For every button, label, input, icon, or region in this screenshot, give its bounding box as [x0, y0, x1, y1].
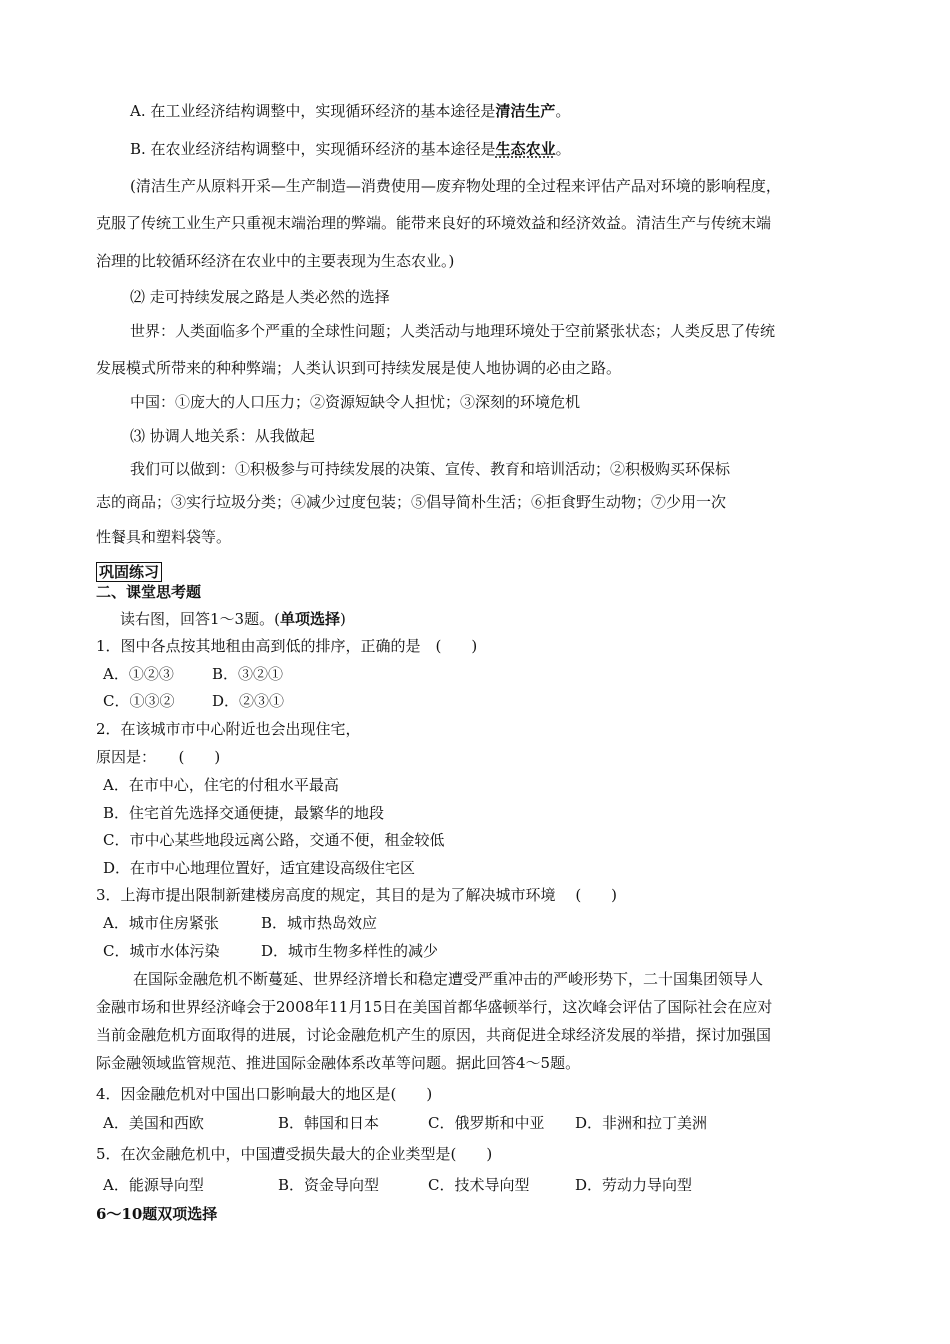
intro-line-b	[130, 140, 571, 158]
passage-line-3: 当前金融危机方面取得的进展，讨论金融危机产生的原因，共商促进全球经济发展的举措，探讨加强国	[96, 1026, 772, 1044]
q5-option-b: B．资金导向型	[278, 1176, 380, 1194]
question-3: 3．上海市提出限制新建楼房高度的规定，其目的是为了解决城市环境 ( )	[96, 886, 618, 904]
q4-option-a: A．美国和西欧	[103, 1114, 204, 1132]
q5-option-a: A．能源导向型	[103, 1176, 204, 1194]
q2-option-d: D．在市中心地理位置好，适宜建设高级住宅区	[103, 859, 416, 877]
instruction-text: 读右图，回答1～3题。(	[120, 610, 280, 628]
intro-line-b-key: 生态农业	[495, 140, 556, 158]
intro-line-a	[130, 102, 570, 120]
passage-line-4: 际金融领域监管规范、推进国际金融体系改革等问题。据此回答4～5题。	[96, 1054, 581, 1072]
question-1: 1．图中各点按其地租由高到低的排序，正确的是 ( )	[96, 637, 478, 655]
q5-option-c: C．技术导向型	[428, 1176, 530, 1194]
heading-2: ⑵ 走可持续发展之路是人类必然的选择	[130, 288, 390, 306]
intro-line-b-end: 。	[555, 140, 571, 158]
question-2-cont: 原因是： ( )	[96, 748, 221, 766]
q3-option-c: C．城市水体污染	[103, 942, 220, 960]
we-line-2: 志的商品；③实行垃圾分类；④减少过度包装；⑤倡导简朴生活；⑥拒食野生动物；⑦少用一次	[96, 493, 727, 511]
q4-option-b: B．韩国和日本	[278, 1114, 380, 1132]
q3-option-a: A．城市住房紧张	[103, 914, 219, 932]
q4-option-c: C．俄罗斯和中亚	[428, 1114, 545, 1132]
heading-3: ⑶ 协调人地关系：从我做起	[130, 427, 315, 445]
question-4: 4．因金融危机对中国出口影响最大的地区是( )	[96, 1085, 433, 1103]
we-line-3: 性餐具和塑料袋等。	[96, 528, 232, 546]
instruction-close: )	[339, 610, 346, 628]
intro-line-b-text: B. 在农业经济结构调整中，实现循环经济的基本途径是	[130, 140, 496, 158]
intro-line-a-key: 清洁生产	[495, 102, 556, 120]
question-2: 2．在该城市市中心附近也会出现住宅，	[96, 720, 361, 738]
passage-line-1: 在国际金融危机不断蔓延、世界经济增长和稳定遭受严重冲击的严峻形势下，二十国集团领导人	[133, 970, 764, 988]
section-footer: 6～10题双项选择	[96, 1205, 218, 1223]
world-line-2: 发展模式所带来的种种弊端；人类认识到可持续发展是使人地协调的必由之路。	[96, 359, 622, 377]
q4-option-d: D．非洲和拉丁美洲	[575, 1114, 708, 1132]
q2-option-c: C．市中心某些地段远离公路，交通不便，租金较低	[103, 831, 445, 849]
intro-line-a-text: A. 在工业经济结构调整中，实现循环经济的基本途径是	[130, 102, 496, 120]
para1-line-1: (清洁生产从原料开采—生产制造—消费使用—废弃物处理的全过程来评估产品对环境的影响程度，	[130, 177, 781, 195]
instruction-bold: 单项选择	[279, 610, 340, 628]
passage-line-2: 金融市场和世界经济峰会于2008年11月15日在美国首都华盛顿举行，这次峰会评估了国际社会在应对	[96, 998, 773, 1016]
china-line: 中国：①庞大的人口压力；②资源短缺令人担忧；③深刻的环境危机	[130, 393, 581, 411]
q1-option-d: D．②③①	[212, 692, 285, 710]
world-line-1: 世界：人类面临多个严重的全球性问题；人类活动与地理环境处于空前紧张状态；人类反思了传统	[130, 322, 776, 340]
q3-option-b: B．城市热岛效应	[261, 914, 378, 932]
para1-line-2: 克服了传统工业生产只重视末端治理的弊端。能带来良好的环境效益和经济效益。清洁生产与传统末端	[96, 214, 772, 232]
q5-option-d: D．劳动力导向型	[575, 1176, 693, 1194]
practice-title-box: 巩固练习	[96, 562, 162, 582]
we-line-1: 我们可以做到：①积极参与可持续发展的决策、宣传、教育和培训活动；②积极购买环保标	[130, 460, 731, 478]
q1-option-c: C．①③②	[103, 692, 175, 710]
q2-option-b: B．住宅首先选择交通便捷，最繁华的地段	[103, 804, 385, 822]
intro-line-a-end: 。	[555, 102, 571, 120]
q2-option-a: A．在市中心，住宅的付租水平最高	[103, 776, 339, 794]
section-heading: 二、课堂思考题	[96, 583, 202, 601]
q3-option-d: D．城市生物多样性的减少	[261, 942, 439, 960]
para1-line-3: 治理的比较循环经济在农业中的主要表现为生态农业。)	[96, 252, 455, 270]
question-5: 5．在次金融危机中，中国遭受损失最大的企业类型是( )	[96, 1145, 493, 1163]
instruction-line	[120, 610, 346, 628]
practice-title	[96, 563, 162, 581]
q1-option-b: B．③②①	[212, 665, 284, 683]
q1-option-a: A．①②③	[103, 665, 174, 683]
